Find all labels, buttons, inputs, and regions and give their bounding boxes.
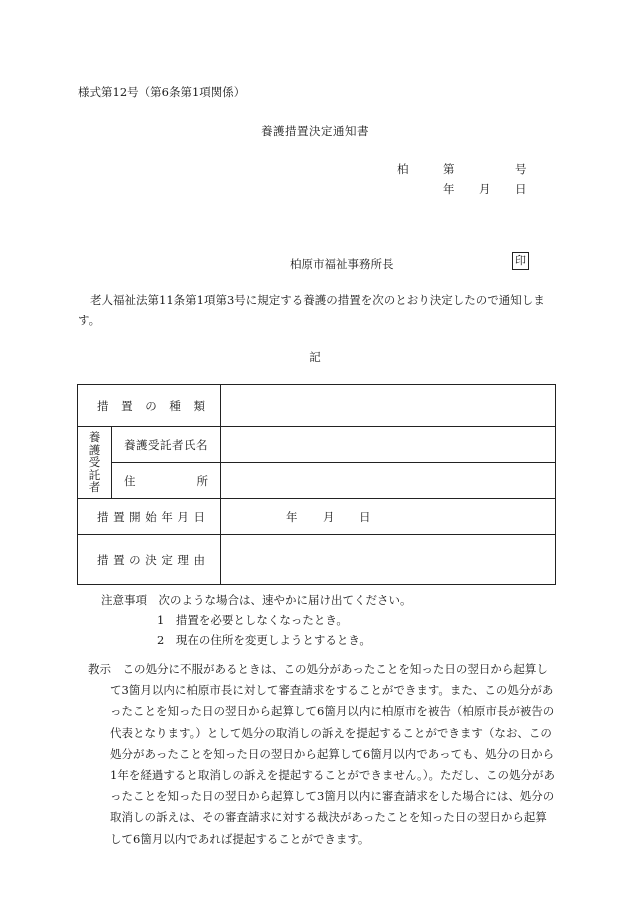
measure-type-label xyxy=(97,398,205,414)
label-char: 類 xyxy=(193,398,205,413)
date-month: 月 xyxy=(479,182,491,196)
document-title: 養護措置決定通知書 xyxy=(261,124,369,138)
label-char: 開 xyxy=(129,509,141,524)
notice-body: 老人福祉法第11条第1項第3号に規定する養護の措置を次のとおり決定したので通知します。 xyxy=(78,293,545,327)
vertical-char: 託 xyxy=(88,467,101,482)
label-char: 理 xyxy=(177,552,189,567)
label-char: 措 xyxy=(97,398,109,413)
vertical-char: 受 xyxy=(88,455,101,470)
label-char: 置 xyxy=(113,509,125,524)
instruction-text: 教示 この処分に不服があるときは、この処分があったことを知った日の翌日から起算して3箇月以内に柏原市長に対して審査請求をすることができます。また、この処分があったことを知った日の翌日から起算して6箇月以内に柏原市を被告（柏原市長が被告の代表となります。）として処分の取消しの訴えを提起することができます（なお、この処分があったことを知った日の翌日から起算して6箇月以内であっても、処分の日から1年を経過すると取消しの訴えを提起することができません。）。ただし、この処分があったことを知った日の翌日から起算して3箇月以内に審査請求をした場合には、処分の取消しの訴えは、その審査請求に対する裁決があったことを知った日の翌日から起算して6箇月以内であれば提起することができます。 xyxy=(88,662,556,846)
issuer-name: 柏原市福祉事務所長 xyxy=(290,257,394,271)
label-char: 由 xyxy=(193,552,205,567)
start-month: 月 xyxy=(323,509,335,524)
start-year: 年 xyxy=(286,509,298,524)
label-char: 定 xyxy=(161,552,173,567)
entrustee-vertical-label xyxy=(78,427,112,499)
label-char: 住 xyxy=(124,473,136,488)
note-item: 1 措置を必要としなくなったとき。 xyxy=(157,613,348,627)
ki-heading: 記 xyxy=(309,350,321,364)
vertical-char: 養 xyxy=(88,430,101,445)
note-item: 2 現在の住所を変更しようとするとき。 xyxy=(157,633,371,647)
entrustee-name-value xyxy=(221,427,556,463)
seal-mark: 印 xyxy=(512,252,529,270)
label-cell xyxy=(78,385,221,427)
measure-type-value xyxy=(221,385,556,427)
label-char: 始 xyxy=(145,509,157,524)
vertical-char: 者 xyxy=(88,480,101,495)
label-char: 年 xyxy=(161,509,173,524)
row-measure-type xyxy=(78,385,556,427)
row-entrustee-name xyxy=(78,427,556,463)
address-value xyxy=(221,463,556,499)
decision-reason-label xyxy=(97,552,205,568)
row-start-date xyxy=(78,499,556,535)
label-cell xyxy=(78,535,221,585)
notes-heading: 注意事項 次のような場合は、速やかに届け出てください。 xyxy=(101,593,412,607)
label-char: 置 xyxy=(113,552,125,567)
label-char: 決 xyxy=(145,552,157,567)
label-char: 日 xyxy=(193,509,205,524)
label-char: 種 xyxy=(169,398,181,413)
address-label xyxy=(124,473,208,489)
label-char: の xyxy=(129,552,141,567)
label-cell xyxy=(112,463,221,499)
decision-reason-value xyxy=(221,535,556,585)
doc-number-go: 号 xyxy=(515,162,527,176)
instruction-block xyxy=(88,659,558,850)
vertical-char: 護 xyxy=(88,442,101,457)
doc-number-prefix: 柏 xyxy=(397,162,409,176)
row-decision-reason xyxy=(78,535,556,585)
entrustee-name-label: 養護受託者氏名 xyxy=(124,437,208,452)
record-table xyxy=(77,384,556,585)
label-char: 所 xyxy=(196,473,208,488)
start-date-label xyxy=(97,509,205,525)
doc-number-dai: 第 xyxy=(443,162,455,176)
date-year: 年 xyxy=(443,182,455,196)
label-char: 月 xyxy=(177,509,189,524)
label-char: の xyxy=(145,398,157,413)
label-cell xyxy=(112,427,221,463)
label-char: 措 xyxy=(97,509,109,524)
start-date-value xyxy=(221,499,556,535)
form-number: 様式第12号（第6条第1項関係） xyxy=(78,85,246,99)
start-day: 日 xyxy=(359,509,371,524)
row-address xyxy=(78,463,556,499)
label-char: 置 xyxy=(121,398,133,413)
date-day: 日 xyxy=(515,182,527,196)
label-cell xyxy=(78,499,221,535)
label-char: 措 xyxy=(97,552,109,567)
